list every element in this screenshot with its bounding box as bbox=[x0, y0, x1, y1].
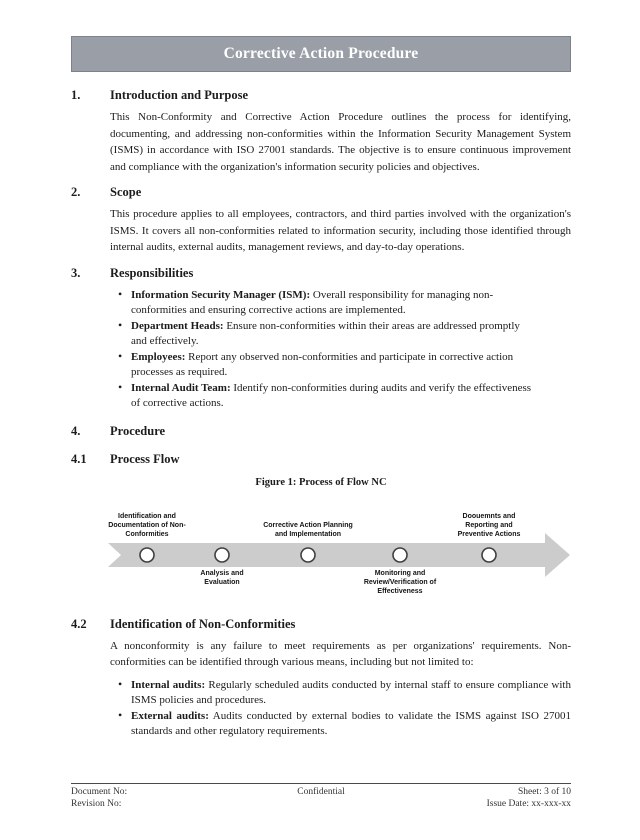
footer-issue-date: Issue Date: xx-xxx-xx bbox=[486, 799, 572, 809]
list-item-term: External audits: bbox=[131, 709, 209, 722]
list-item bbox=[118, 381, 533, 412]
list-item-term: Information Security Manager (ISM): bbox=[131, 288, 311, 301]
list-item-text: Overall responsibility for managing non-conformities and ensuring corrective actions are implemented. bbox=[131, 288, 494, 316]
process-step-label-4: Monitoring and Review/Verification of Effectiveness bbox=[363, 569, 437, 595]
section-heading-4 bbox=[71, 424, 571, 439]
process-arrow-shape bbox=[108, 533, 570, 577]
process-step-label-3: Corrective Action Planning and Implementation bbox=[263, 521, 353, 538]
footer-sheet: Sheet: 3 of 10 bbox=[517, 787, 572, 797]
section-heading-1 bbox=[71, 88, 571, 103]
list-item bbox=[118, 319, 533, 350]
section-title: Procedure bbox=[110, 423, 166, 438]
process-step-node-2 bbox=[215, 548, 229, 562]
figure-caption: Figure 1: Process of Flow NC bbox=[255, 476, 387, 488]
section-number: 4.2 bbox=[71, 616, 87, 631]
section-heading-2 bbox=[71, 185, 571, 200]
section-number: 4. bbox=[71, 423, 81, 438]
process-step-node-4 bbox=[393, 548, 407, 562]
document-body bbox=[71, 88, 571, 740]
footer-confidential: Confidential bbox=[297, 787, 345, 797]
process-step-label-5: Doouemnts and Reporting and Preventive Actions bbox=[457, 512, 521, 538]
footer-spacer bbox=[238, 798, 405, 810]
process-flow-figure bbox=[71, 489, 571, 601]
section-4-2-paragraph: A nonconformity is any failure to meet requirements as per organizations' requirements. Non-conformities can be identified through various means, including but not limited to: bbox=[110, 639, 571, 668]
section-number: 4.1 bbox=[71, 451, 87, 466]
footer-row-2 bbox=[71, 798, 571, 810]
footer-divider bbox=[71, 783, 571, 784]
list-item bbox=[118, 709, 571, 740]
document-title-bar bbox=[71, 36, 571, 72]
document-title: Corrective Action Procedure bbox=[223, 45, 419, 62]
section-number: 2. bbox=[71, 185, 81, 199]
responsibilities-list bbox=[118, 288, 571, 412]
list-item-text: Audits conducted by external bodies to validate the ISMS against ISO 27001 standards and other regulatory requirements. bbox=[131, 709, 571, 737]
section-title: Identification of Non-Conformities bbox=[110, 616, 296, 631]
list-item bbox=[118, 350, 533, 381]
footer-document-no: Document No: bbox=[71, 787, 128, 797]
identification-list bbox=[118, 678, 571, 740]
section-title: Scope bbox=[110, 185, 142, 199]
section-title: Introduction and Purpose bbox=[110, 88, 248, 102]
footer-row-1 bbox=[71, 786, 571, 798]
section-number: 3. bbox=[71, 265, 81, 280]
list-item-text: Ensure non-conformities within their areas are addressed promptly and effectively. bbox=[131, 319, 520, 347]
list-item-term: Department Heads: bbox=[131, 319, 224, 332]
process-step-node-3 bbox=[301, 548, 315, 562]
list-item-text: Regularly scheduled audits conducted by internal staff to ensure compliance with ISMS policies and procedures. bbox=[131, 678, 571, 706]
section-title: Process Flow bbox=[110, 451, 180, 466]
list-item-term: Internal audits: bbox=[131, 678, 206, 691]
list-item-term: Internal Audit Team: bbox=[131, 381, 231, 394]
list-item bbox=[118, 288, 533, 319]
footer-revision-no: Revision No: bbox=[71, 799, 122, 809]
process-step-label-2: Analysis and Evaluation bbox=[200, 569, 244, 586]
list-item-text: Report any observed non-conformities and participate in corrective action processes as required. bbox=[131, 350, 514, 378]
list-item-term: Employees: bbox=[131, 350, 186, 363]
section-heading-3 bbox=[71, 266, 571, 281]
section-heading-4-2 bbox=[71, 617, 571, 632]
process-step-node-1 bbox=[140, 548, 154, 562]
section-title: Responsibilities bbox=[110, 265, 194, 280]
section-2-paragraph: This procedure applies to all employees, contractors, and third parties involved with the organization's ISMS. It covers all non-conformities related to information security, including those identified through internal audits, external audits, management reviews, and day-to-day operations. bbox=[110, 208, 571, 253]
process-step-label-1: Identification and Documentation of Non-Conformities bbox=[108, 512, 186, 538]
section-1-paragraph: This Non-Conformity and Corrective Action Procedure outlines the process for identifying, documenting, and addressing non-conformities within the Information Security Management System (ISMS) in accordance with ISO 27001 standards. The objective is to ensure continuous improvement and compliance with the organization's information security policies and objectives. bbox=[110, 111, 571, 173]
section-number: 1. bbox=[71, 88, 81, 102]
section-heading-4-1 bbox=[71, 452, 571, 467]
process-step-node-5 bbox=[482, 548, 496, 562]
list-item-text: Identify non-conformities during audits and verify the effectiveness of corrective actions. bbox=[131, 381, 532, 409]
list-item bbox=[118, 678, 571, 709]
